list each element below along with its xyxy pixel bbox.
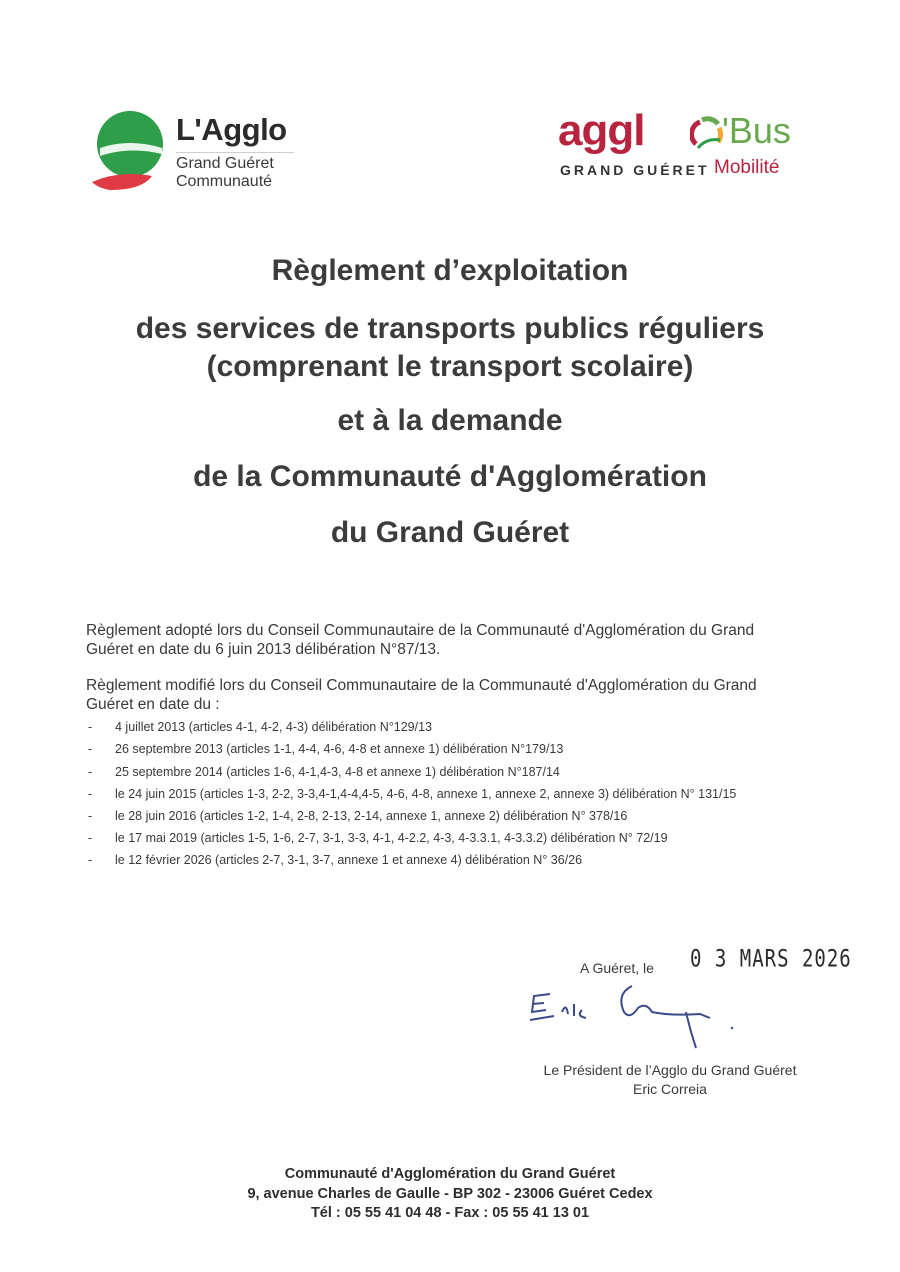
agglo-logo-subtitle-1: Grand Guéret [176,155,274,172]
adopted-line-2: Guéret en date du 6 juin 2013 délibération N°87/13. [86,641,441,658]
footer-address: 9, avenue Charles de Gaulle - BP 302 - 23006 Guéret Cedex [247,1186,653,1202]
footer-organization: Communauté d'Agglomération du Grand Guéret [284,1166,616,1182]
agglo-logo-subtitle-2: Communauté [176,173,273,190]
agglobus-logo-subtitle-2: Mobilité [714,157,780,178]
document-title-line-4: et à la demande [337,404,563,437]
date-stamp: 0 3 MARS 2026 [690,945,852,973]
agglo-logo-mark-icon [90,108,170,192]
document-title-line-2: des services de transports publics réguliers [135,312,765,345]
list-item: - le 17 mai 2019 (articles 1-5, 1-6, 2-7, 3-1, 3-3, 4-1, 4-2.2, 4-3, 4-3.3.1, 4-3.3.2) délibération N° 72/19 [88,831,668,845]
adopted-paragraph [86,621,816,659]
document-title-line-6: du Grand Guéret [330,516,570,549]
footer-contact: Tél : 05 55 41 04 48 - Fax : 05 55 41 13 01 [310,1205,590,1221]
agglobus-logo-part1: aggl [558,106,645,155]
agglobus-logo [556,106,816,190]
document-title-line-3: (comprenant le transport scolaire) [206,350,694,383]
agglo-logo-title: L'Agglo [176,112,287,147]
agglobus-logo-part2: 'Bus [722,110,791,151]
agglobus-logo-o-icon [690,114,724,154]
adopted-line-1: Règlement adopté lors du Conseil Communautaire de la Communauté d'Agglomération du Grand [86,622,755,639]
modified-line-1: Règlement modifié lors du Conseil Communautaire de la Communauté d'Agglomération du Grand [86,677,757,694]
signature-place: A Guéret, le [580,960,654,976]
list-item: - 4 juillet 2013 (articles 4-1, 4-2, 4-3) délibération N°129/13 [88,720,432,734]
handwritten-signature [520,972,750,1052]
agglo-logo [90,108,320,198]
agglo-logo-divider [176,152,294,153]
list-item: - le 12 février 2026 (articles 2-7, 3-1, 3-7, annexe 1 et annexe 4) délibération N° 36/26 [88,853,583,867]
list-item: - 26 septembre 2013 (articles 1-1, 4-4, 4-6, 4-8 et annexe 1) délibération N°179/13 [88,742,564,756]
document-title-line-1: Règlement d’exploitation [271,254,629,287]
signatory-role: Le Président de l’Agglo du Grand Guéret [543,1062,797,1078]
list-item: - le 28 juin 2016 (articles 1-2, 1-4, 2-8, 2-13, 2-14, annexe 1, annexe 2) délibération N° 378/16 [88,809,628,823]
document-title-line-5: de la Communauté d'Agglomération [193,460,707,493]
signatory-name: Eric Correia [633,1081,707,1097]
list-item: - 25 septembre 2014 (articles 1-6, 4-1,4-3, 4-8 et annexe 1) délibération N°187/14 [88,765,560,779]
list-item: - le 24 juin 2015 (articles 1-3, 2-2, 3-3,4-1,4-4,4-5, 4-6, 4-8, annexe 1, annexe 2, annexe 3) délibération N° 131/15 [88,787,737,801]
modified-line-2: Guéret en date du : [86,696,220,713]
agglobus-logo-subtitle-1: GRAND GUÉRET [560,162,710,178]
modified-paragraph [86,676,816,714]
